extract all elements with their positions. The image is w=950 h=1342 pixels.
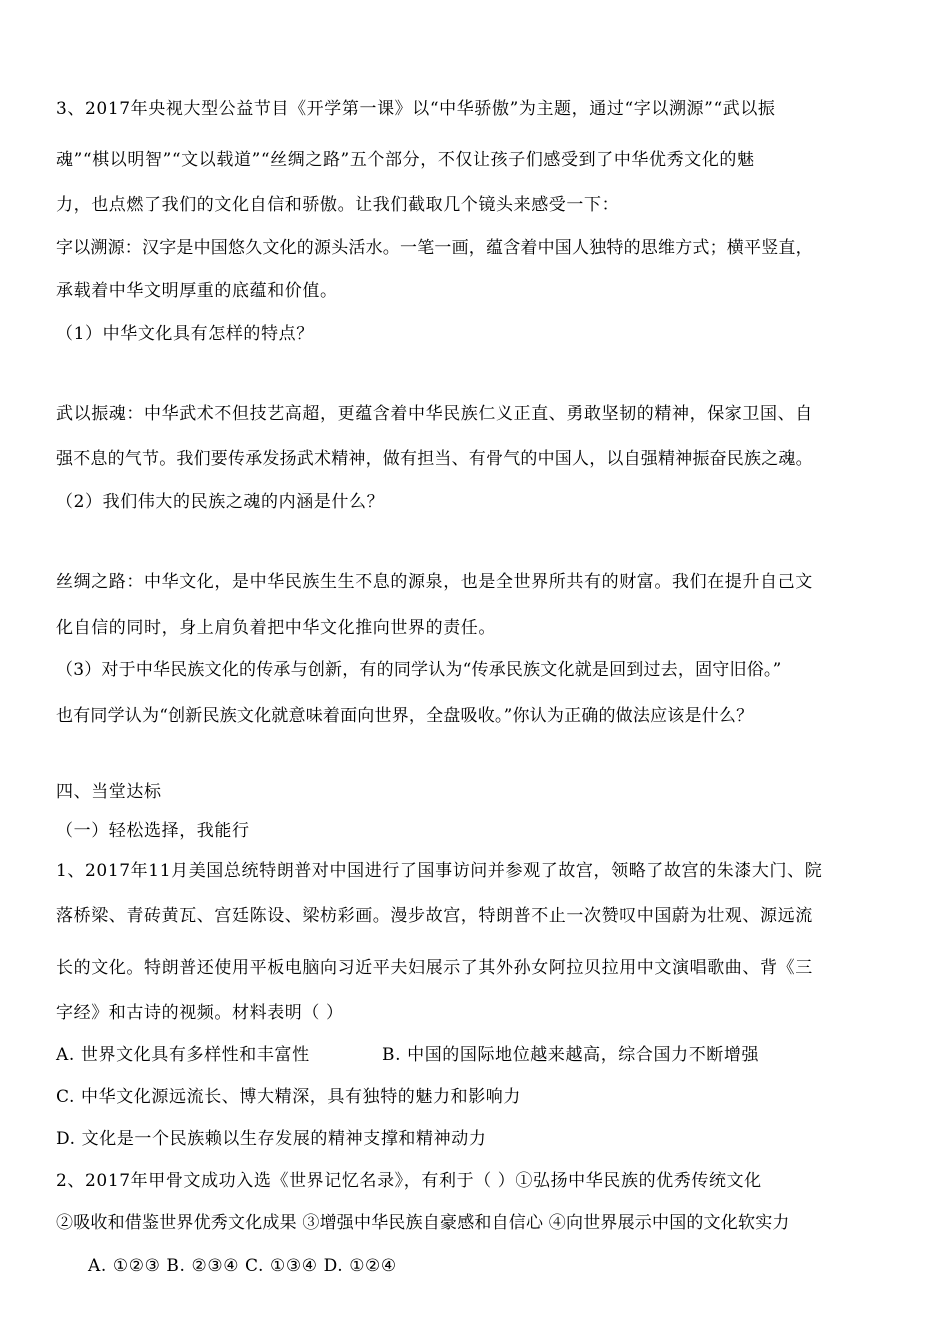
q3-question-3-line-1: （3）对于中华民族文化的传承与创新，有的同学认为“传承民族文化就是回到过去，固守旧俗。”	[56, 660, 782, 680]
section-title: 四、当堂达标	[56, 782, 162, 802]
mc1-option-a: A. 世界文化具有多样性和丰富性	[56, 1045, 310, 1065]
q3-sichou-line-1: 丝绸之路：中华文化，是中华民族生生不息的源泉，也是全世界所共有的财富。我们在提升自己文	[56, 572, 813, 592]
mc1-option-b: B. 中国的国际地位越来越高，综合国力不断增强	[382, 1045, 760, 1065]
mc1-stem-line-2: 落桥梁、青砖黄瓦、宫廷陈设、梁枋彩画。漫步故宫，特朗普不止一次赞叹中国蔚为壮观、源远流	[56, 906, 813, 926]
section-subtitle: （一）轻松选择，我能行	[56, 821, 250, 841]
q3-wuyi-line-2: 强不息的气节。我们要传承发扬武术精神，做有担当、有骨气的中国人，以自强精神振奋民族之魂。	[56, 449, 813, 469]
q3-sichou-line-2: 化自信的同时，身上肩负着把中华文化推向世界的责任。	[56, 618, 496, 638]
q3-question-3-line-2: 也有同学认为“创新民族文化就意味着面向世界，全盘吸收。”你认为正确的做法应该是什么？	[56, 706, 754, 726]
mc1-stem-line-3: 长的文化。特朗普还使用平板电脑向习近平夫妇展示了其外孙女阿拉贝拉用中文演唱歌曲、背《三	[56, 958, 813, 978]
q3-ziyi-line-2: 承载着中华文明厚重的底蕴和价值。	[56, 281, 338, 301]
q3-question-1: （1）中华文化具有怎样的特点？	[56, 324, 314, 344]
q3-intro-line-1: 3、2017年央视大型公益节目《开学第一课》以“中华骄傲”为主题，通过“字以溯源”“武以振	[56, 99, 776, 119]
q3-intro-line-2: 魂”“棋以明智”“文以载道”“丝绸之路”五个部分，不仅让孩子们感受到了中华优秀文化的魅	[56, 150, 755, 170]
mc2-options: A. ①②③ B. ②③④ C. ①③④ D. ①②④	[88, 1256, 397, 1276]
mc1-stem-line-4: 字经》和古诗的视频。材料表明（ ）	[56, 1003, 344, 1023]
mc1-option-d: D. 文化是一个民族赖以生存发展的精神支撑和精神动力	[56, 1129, 487, 1149]
q3-wuyi-line-1: 武以振魂：中华武术不但技艺高超，更蕴含着中华民族仁义正直、勇敢坚韧的精神，保家卫国、自	[56, 404, 813, 424]
q3-intro-line-3: 力，也点燃了我们的文化自信和骄傲。让我们截取几个镜头来感受一下：	[56, 195, 620, 215]
mc2-stem-line-2: ②吸收和借鉴世界优秀文化成果 ③增强中华民族自豪感和自信心 ④向世界展示中国的文化软实力	[56, 1213, 790, 1233]
mc1-option-c: C. 中华文化源远流长、博大精深，具有独特的魅力和影响力	[56, 1087, 522, 1107]
mc2-stem-line-1: 2、2017年甲骨文成功入选《世界记忆名录》，有利于（ ）①弘扬中华民族的优秀传统文化	[56, 1171, 762, 1191]
q3-ziyi-line-1: 字以溯源：汉字是中国悠久文化的源头活水。一笔一画，蕴含着中国人独特的思维方式；横平竖直，	[56, 238, 813, 258]
mc1-stem-line-1: 1、2017年11月美国总统特朗普对中国进行了国事访问并参观了故宫，领略了故宫的朱漆大门、院	[56, 861, 823, 881]
q3-question-2: （2）我们伟大的民族之魂的内涵是什么？	[56, 492, 385, 512]
